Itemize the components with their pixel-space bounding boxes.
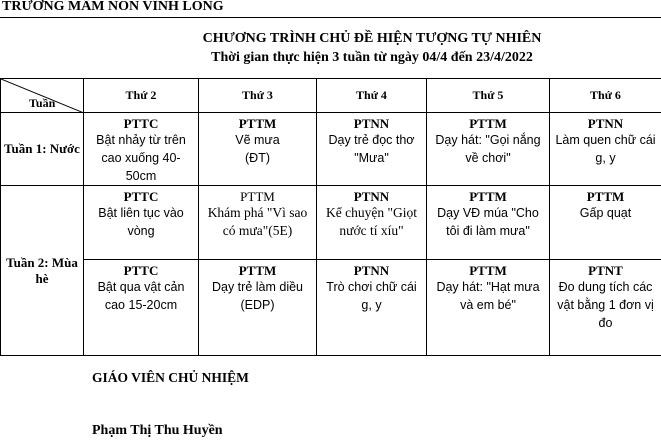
activity-text: Khám phá "Vì sao có mưa"(5E) <box>207 205 308 238</box>
day-header: Thứ 5 <box>427 79 550 113</box>
activity-cell <box>199 260 317 356</box>
week2-label: Tuần 2: Mùa hè <box>1 186 84 356</box>
divider <box>0 17 661 18</box>
field-type: PTTC <box>123 189 159 204</box>
teacher-name: Phạm Thị Thu Huyền <box>92 423 223 438</box>
activity-cell <box>427 113 550 186</box>
activity-text: Vẽ mưa (ĐT) <box>235 133 280 165</box>
activity-text: Đo dung tích các vật bằng 1 đơn vị đo <box>557 280 654 330</box>
field-type: PTNN <box>587 116 624 131</box>
field-type: PTTC <box>123 116 159 131</box>
field-type: PTNN <box>353 116 390 131</box>
activity-cell <box>199 186 317 260</box>
day-header: Thứ 6 <box>550 79 661 113</box>
activity-text: Bật qua vật cản cao 15-20cm <box>97 280 185 312</box>
field-type: PTTM <box>469 263 507 278</box>
activity-text: Gấp quạt <box>579 206 632 220</box>
week1-row <box>1 113 661 186</box>
activity-text: Trò chơi chữ cái g, y <box>326 280 417 312</box>
activity-cell <box>84 113 199 186</box>
activity-text: Làm quen chữ cái g, y <box>555 133 656 165</box>
field-type: PTTM <box>238 263 277 278</box>
activity-text: Dạy trẻ đọc thơ "Mưa" <box>328 133 415 165</box>
week2-row-1 <box>1 186 661 260</box>
school-name: TRƯỜNG MẦM NON VĨNH LONG <box>2 0 224 14</box>
activity-text: Dạy hát: "Hạt mưa và em bé" <box>436 280 540 312</box>
activity-cell <box>317 260 427 356</box>
activity-cell <box>84 186 199 260</box>
header-row <box>1 79 661 113</box>
field-type: PTNT <box>588 263 623 278</box>
week-corner-cell <box>1 79 84 113</box>
field-type: PTTM <box>240 189 275 204</box>
activity-text: Dạy hát: "Gọi nắng về chơi" <box>435 133 541 165</box>
activity-cell <box>84 260 199 356</box>
activity-cell <box>317 186 427 260</box>
field-type: PTNN <box>353 189 390 204</box>
activity-cell <box>550 260 661 356</box>
field-type: PTTC <box>123 263 159 278</box>
document-subtitle: Thời gian thực hiện 3 tuần từ ngày 04/4 đến 23/4/2022 <box>211 50 533 65</box>
document-title: CHƯƠNG TRÌNH CHỦ ĐỀ HIỆN TƯỢNG TỰ NHIÊN <box>202 31 542 46</box>
field-type: PTTM <box>469 116 507 131</box>
field-type: PTNN <box>353 263 390 278</box>
week1-label: Tuần 1: Nước <box>1 113 84 186</box>
day-header: Thứ 3 <box>199 79 317 113</box>
activity-cell <box>199 113 317 186</box>
field-type: PTTM <box>469 189 507 204</box>
week2-row-2 <box>1 260 661 356</box>
activity-cell <box>317 113 427 186</box>
day-header: Thứ 2 <box>84 79 199 113</box>
activity-text: Dạy VĐ múa "Cho tôi đi làm mưa" <box>437 206 539 238</box>
activity-text: Bật nhảy từ trên cao xuống 40-50cm <box>96 133 186 183</box>
activity-text: Dạy trẻ làm diều (EDP) <box>211 280 303 312</box>
activity-text: Kể chuyện "Giọt nước tí xíu" <box>326 205 417 238</box>
field-type: PTTM <box>586 189 625 204</box>
activity-cell <box>427 260 550 356</box>
teacher-label: GIÁO VIÊN CHỦ NHIỆM <box>92 370 249 385</box>
activity-cell <box>550 186 661 260</box>
day-header: Thứ 4 <box>317 79 427 113</box>
field-type: PTTM <box>238 116 277 131</box>
activity-text: Bật liên tục vào vòng <box>98 206 184 238</box>
week-header-label: Tuần <box>29 96 56 110</box>
activity-cell <box>550 113 661 186</box>
activity-cell <box>427 186 550 260</box>
schedule-table <box>0 78 661 356</box>
